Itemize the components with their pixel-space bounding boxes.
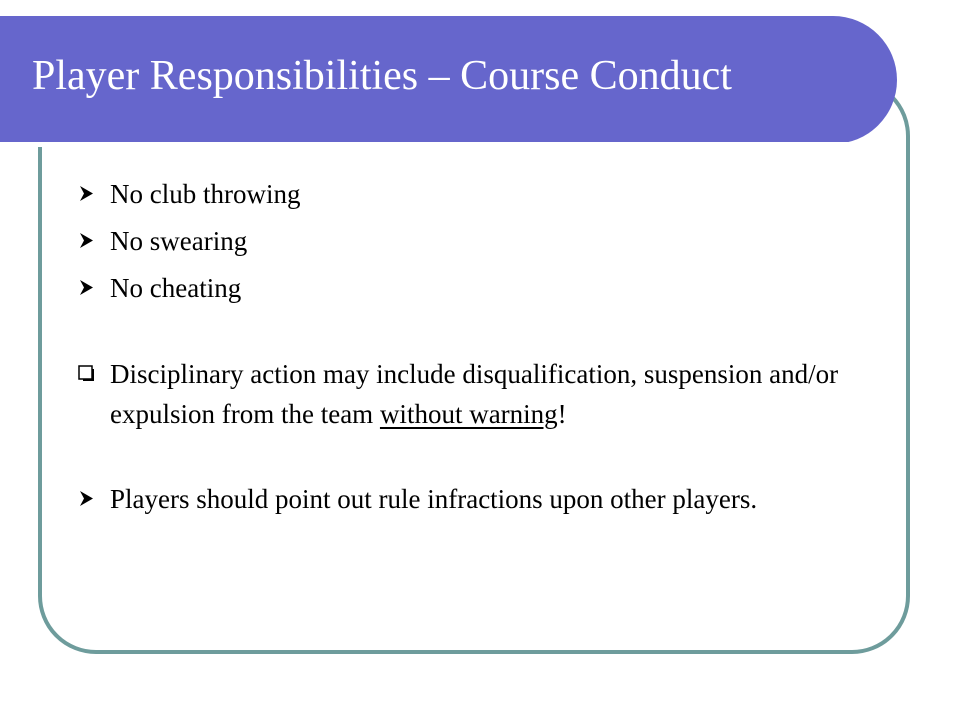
bullet-text: Players should point out rule infractions upon other players.	[110, 484, 758, 514]
emphasis-underlined-text: without warning	[379, 399, 558, 429]
arrow-bullet-icon	[78, 232, 95, 249]
bullet-item	[78, 479, 888, 519]
title-underline-rule	[0, 142, 848, 147]
bullet-text: No swearing	[110, 226, 248, 256]
arrow-bullet-icon	[78, 185, 95, 202]
bullet-item	[78, 268, 888, 308]
bullet-item	[78, 221, 888, 261]
arrow-bullet-icon	[78, 490, 95, 507]
bullet-text: Disciplinary action may include disqualification, suspension and/or expulsion from the team without warning!	[110, 359, 839, 429]
square-bullet-icon	[78, 365, 95, 382]
slide-title: Player Responsibilities – Course Conduct	[32, 53, 732, 99]
bullet-text: No cheating	[110, 273, 242, 303]
arrow-bullet-icon	[78, 279, 95, 296]
bullet-text: No club throwing	[110, 179, 301, 209]
bullet-item	[78, 174, 888, 214]
bullet-item	[78, 354, 888, 434]
bullet-list	[78, 174, 888, 519]
